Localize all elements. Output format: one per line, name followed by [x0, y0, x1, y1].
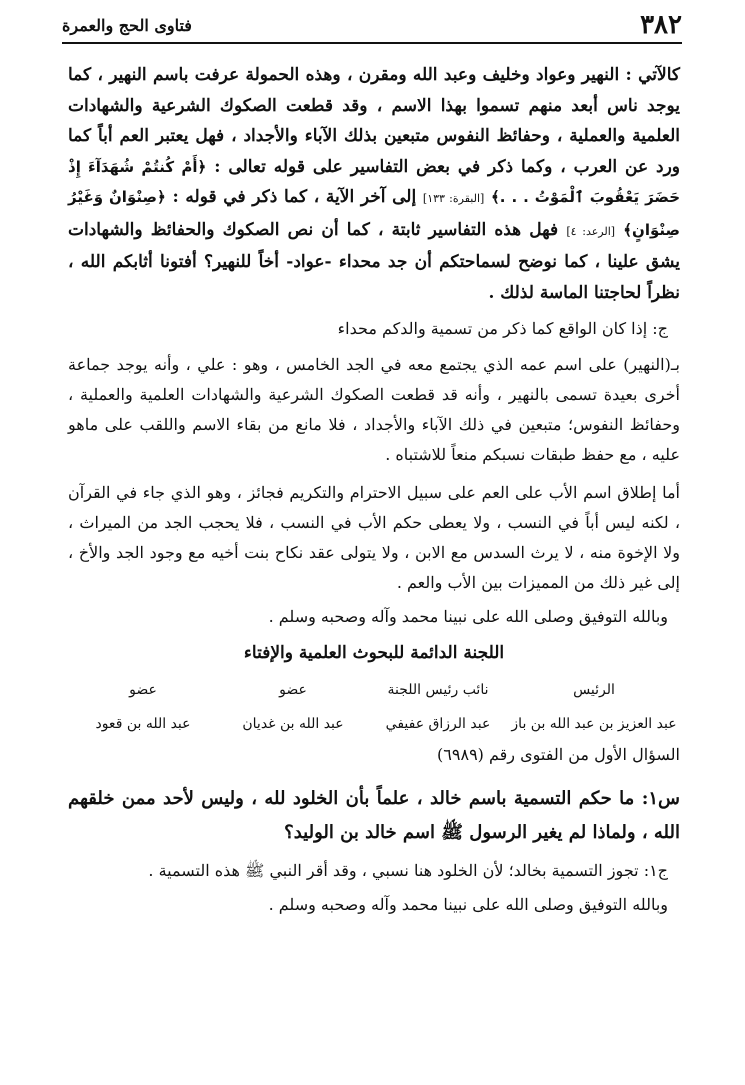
header-divider: [62, 42, 682, 44]
name-member-1: عبد الله بن غديان: [242, 716, 344, 732]
answer-1-paragraph-2: أما إطلاق اسم الأب على العم على سبيل الاحترام والتكريم فجائز ، وهو الذي جاء في القرآن ، لكنه ليس أباً في النسب ، ولا يعطى حكم الأب في النسب ، فلا يحجب الجد من الميراث ، ولا الإخوة منه ، لا يرث السدس مع الابن ، ولا يتولى عقد نكاح بنت أخيه مع وجود الجد والأخ ، إلى غير ذلك من المميزات بين الأب والعم .: [68, 483, 680, 592]
page-content: [68, 60, 680, 920]
role-member-1: عضو: [279, 682, 307, 698]
fatwa-number: السؤال الأول من الفتوى رقم (٦٩٨٩): [437, 745, 680, 764]
answer-2: ج١: تجوز التسمية بخالد؛ لأن الخلود هنا نسبي ، وقد أقر النبي ﷺ هذه التسمية .: [148, 861, 668, 880]
question-2: س١: ما حكم التسمية باسم خالد ، علماً بأن الخلود لله ، وليس لأحد ممن خلقهم الله ، ولماذا لم يغير الرسول ﷺ اسم خالد بن الوليد؟: [68, 788, 680, 843]
page-header: [62, 10, 682, 40]
verse-reference-1: [البقرة: ١٣٣]: [422, 192, 485, 205]
role-member-2: عضو: [129, 682, 157, 698]
quran-verse-2: ﴿صِنْوَانٌ وَغَيْرُ صِنْوَانٍ﴾: [68, 188, 680, 239]
answer-1-closing: وبالله التوفيق وصلى الله على نبينا محمد وآله وصحبه وسلم .: [268, 607, 668, 626]
book-title: فتاوى الحج والعمرة: [62, 16, 192, 35]
name-chairman: عبد العزيز بن عبد الله بن باز: [511, 716, 677, 732]
question-1-text-b: إلى آخر الآية ، كما ذكر في قوله :: [172, 187, 417, 207]
verse-reference-2: [الرعد: ٤]: [566, 224, 616, 238]
committee-names: [68, 712, 680, 736]
answer-1-intro: ج: إذا كان الواقع كما ذكر من تسمية والدكم محداء: [337, 319, 668, 338]
question-1: [68, 60, 680, 308]
role-vice-chairman: نائب رئيس اللجنة: [387, 682, 489, 698]
question-1-text-c: فهل هذه التفاسير ثابتة ، كما أن نص الصكوك والحفائظ والشهادات يشق علينا ، كما نوضح لسماحتكم أن جد محداء -عواد- أخاً للنهير؟ أفتونا أثابكم الله ، نظراً لحاجتنا الماسة لذلك .: [68, 219, 680, 303]
name-member-2: عبد الله بن قعود: [95, 716, 191, 732]
page-number: ٣٨٢: [640, 10, 682, 40]
question-1-text-a: كالآتي : النهير وعواد وخليف وعبد الله ومقرن ، وهذه الحمولة عرفت باسم النهير ، كما يوجد ناس أبعد منهم تسموا بهذا الاسم ، وقد قطعت الصكوك الشرعية والشهادات العلمية والعملية ، وحفائظ النفوس متبعين بذلك الآباء والأجداد ، فهل يعتبر العم أباً كما ورد عن العرب ، وكما ذكر في بعض التفاسير على قوله تعالى :: [68, 65, 680, 177]
committee-title: اللجنة الدائمة للبحوث العلمية والإفتاء: [243, 643, 505, 663]
role-chairman: الرئيس: [573, 682, 615, 698]
name-vice-chairman: عبد الرزاق عفيفي: [385, 716, 491, 732]
committee-roles: [68, 678, 680, 702]
answer-2-closing: وبالله التوفيق وصلى الله على نبينا محمد وآله وصحبه وسلم .: [268, 895, 668, 914]
quran-verse-1: ﴿أَمْ كُنتُمْ شُهَدَآءَ إِذْ حَضَرَ يَعْقُوبَ ٱلْمَوْتُ . . .﴾: [68, 157, 681, 206]
answer-1-paragraph: بـ(النهير) على اسم عمه الذي يجتمع معه في الجد الخامس ، وهو : علي ، وأنه يوجد جماعة أخرى بعيدة تسمى بالنهير ، وأنه قد قطعت الصكوك الشرعية والشهادات العلمية والعملية ، وحفائظ النفوس؛ متبعين في ذلك الآباء والأجداد ، فلا مانع من بقاء الاسم واللقب على ماهو عليه ، مع حفظ طبقات نسبكم منعاً للاشتباه .: [68, 355, 680, 464]
